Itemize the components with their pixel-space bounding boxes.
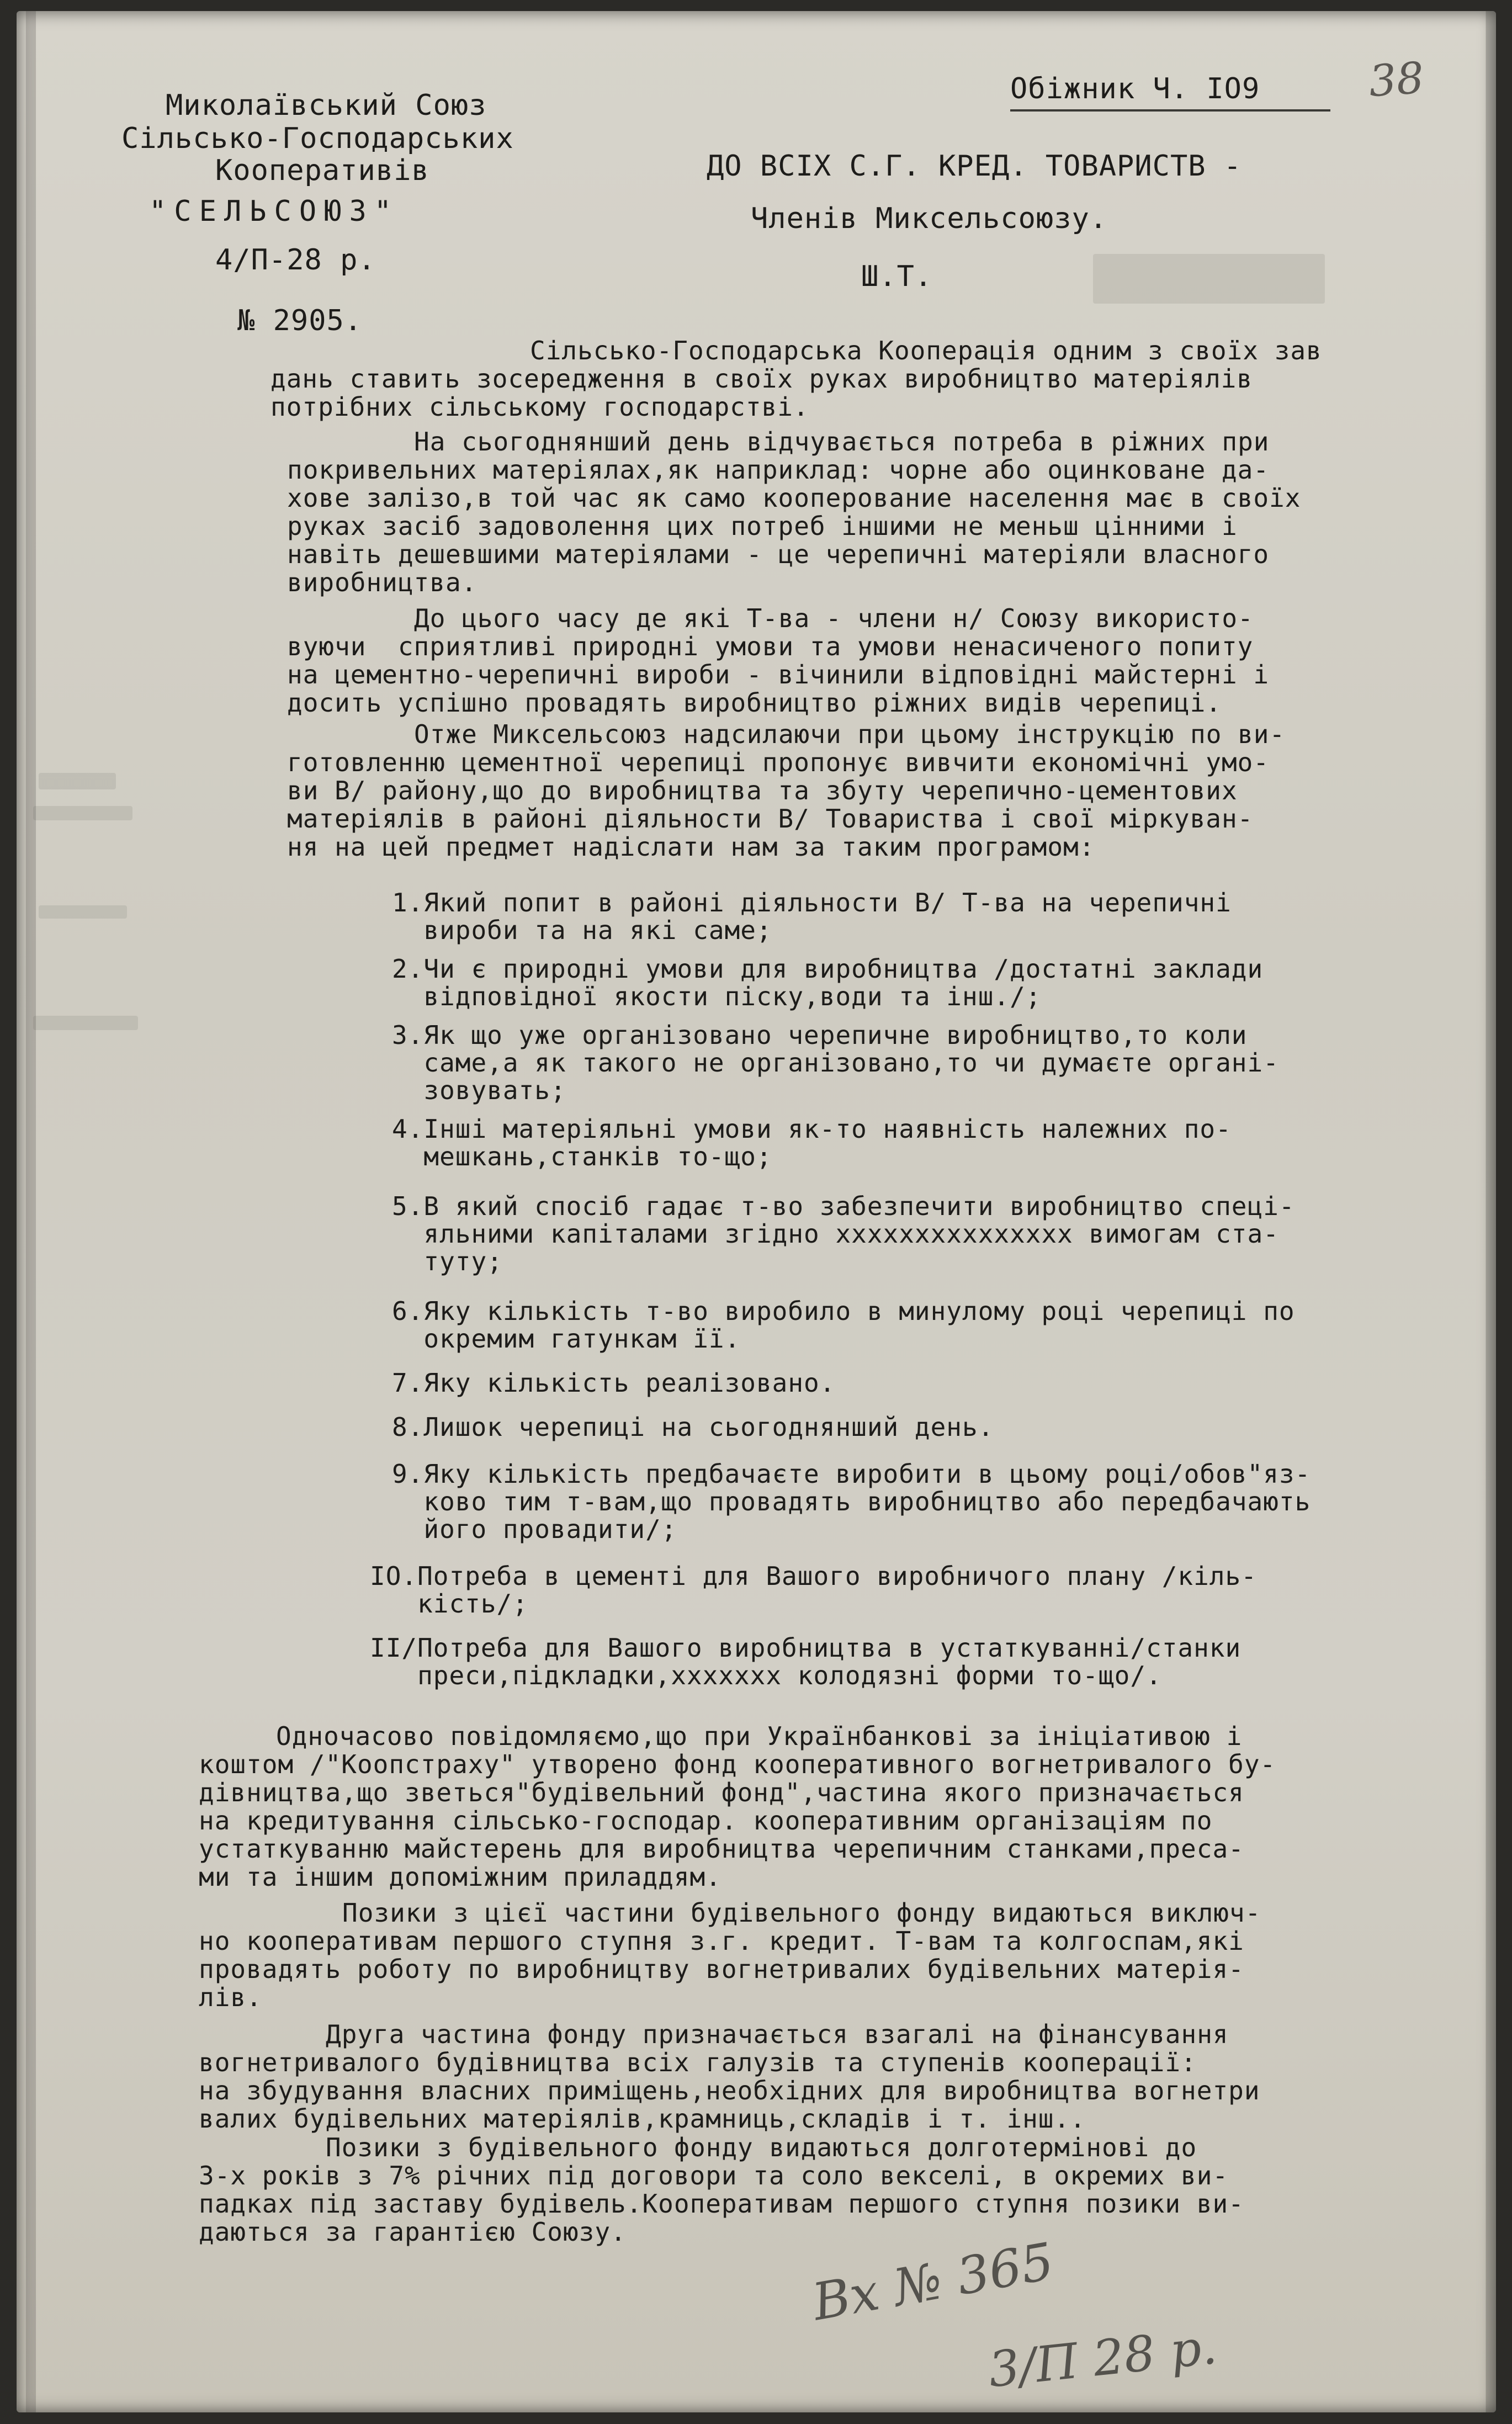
program-item-11-line-2: преси,підкладки,xxxxxxx колодязні форми то-що/. (370, 1661, 1162, 1690)
addressee-line-1: ДО ВСІХ С.Г. КРЕД. ТОВАРИСТВ - (707, 150, 1242, 183)
program-item-5-line-2: яльними капіталами згідно xxxxxxxxxxxxxxx вимогам ста- (392, 1219, 1279, 1249)
intro-paragraph-3-line-1: До цього часу де які Т-ва - члени н/ Союзу використо- (414, 603, 1254, 633)
sender-date: 4/П-28 р. (215, 243, 376, 277)
closing-paragraph-4-line-4: даються за гарантією Союзу. (199, 2217, 627, 2247)
program-item-8: 8.Лишок черепиці на сьогоднянший день. (392, 1412, 994, 1442)
program-item-10-line-2: кість/; (370, 1589, 528, 1619)
closing-paragraph-3-line-4: валих будівельних матеріялів,крамниць,складів і т. інш.. (199, 2104, 1086, 2134)
intro-paragraph-4-line-2: готовленню цементної черепиці пропонує вивчити економічні умо- (287, 747, 1270, 777)
closing-paragraph-4-line-3: падках під заставу будівель.Кооперативам першого ступня позики ви- (199, 2189, 1244, 2219)
page-number: 38 (1367, 53, 1426, 107)
program-item-6-line-2: окремим гатункам її. (392, 1324, 741, 1354)
entry-registration-date: 3/П 28 р. (985, 2317, 1219, 2399)
program-item-6-line-1: 6.Яку кількість т-во виробило в минулому році черепиці по (392, 1296, 1295, 1326)
closing-paragraph-4-line-1: Позики з будівельного фонду видаються долготермінові до (326, 2133, 1197, 2162)
closing-paragraph-1-line-2: коштом /"Коопстраху" утворено фонд кооперативного вогнетривалого бу- (199, 1749, 1276, 1779)
program-item-3-line-1: 3.Як що уже організовано черепичне виробництво,то коли (392, 1020, 1248, 1050)
program-item-9-line-3: його провадити/; (392, 1514, 677, 1544)
program-item-10-line-1: IO.Потреба в цементі для Вашого виробничого плану /кіль- (370, 1561, 1257, 1591)
sender-line-1: Миколаївський Союз (166, 89, 487, 122)
program-item-3-line-3: зовувать; (392, 1075, 566, 1105)
bleed-through-mark (33, 806, 132, 820)
entry-registration-number: Вх № 365 (808, 2231, 1058, 2332)
bleed-through-mark (33, 1016, 138, 1030)
intro-paragraph-1-line-1: Сільсько-Господарська Кооперація одним з своїх зав (530, 336, 1322, 365)
intro-paragraph-2-line-3: хове залізо,в той час як само кооперование населення має в своїх (287, 483, 1301, 513)
closing-paragraph-2-line-2: но кооперативам першого ступня з.г. кредит. Т-вам та колгоспам,які (199, 1926, 1244, 1956)
addressee-line-2: Членів Миксельсоюзу. (751, 202, 1108, 235)
intro-paragraph-3-line-4: досить успішно провадять виробництво ріжних видів черепиці. (287, 688, 1222, 718)
intro-paragraph-2-line-1: На сьогоднянший день відчувається потреба в ріжних при (414, 427, 1270, 457)
closing-paragraph-3-line-3: на збудування власних приміщень,необхідних для виробництва вогнетри (199, 2076, 1260, 2105)
closing-paragraph-3-line-1: Друга частина фонду призначається взагалі на фінансування (326, 2019, 1229, 2049)
program-item-2-line-1: 2.Чи є природні умови для виробництва /достатні заклади (392, 954, 1264, 984)
intro-paragraph-2-line-5: навіть дешевшими матеріялами - це черепичні матеріяли власного (287, 539, 1270, 569)
document-sheet (17, 11, 1496, 2412)
closing-paragraph-1-line-6: ми та іншим допоміжним приладдям. (199, 1862, 721, 1892)
closing-paragraph-3-line-2: вогнетривалого будівництва всіх галузів та ступенів кооперації: (199, 2048, 1197, 2077)
intro-paragraph-4-line-5: ня на цей предмет надіслати нам за таким програмом: (287, 832, 1095, 862)
intro-paragraph-2-line-4: руках засіб задоволення цих потреб іншими не меньш цінними і (287, 511, 1238, 541)
intro-paragraph-1-line-2: дань ставить зосередження в своїх руках виробництво матеріялів (270, 364, 1253, 394)
closing-paragraph-1-line-5: устаткуванню майстерень для виробництва черепичним станками,преса- (199, 1834, 1244, 1864)
closing-paragraph-1-line-4: на кредитування сільсько-господар. кооперативним організаціям по (199, 1806, 1213, 1836)
closing-paragraph-1-line-1: Одночасово повідомляємо,що при Українбанкові за ініціативою і (276, 1721, 1243, 1751)
closing-paragraph-1-line-3: дівництва,що зветься"будівельний фонд",частина якого призначається (199, 1778, 1244, 1807)
sender-line-3: Кооперативів (215, 154, 429, 187)
program-item-4-line-1: 4.Інші матеріяльні умови як-то наявність належних по- (392, 1114, 1232, 1144)
closing-paragraph-2-line-1: Позики з цієї частини будівельного фонду видаються виключ- (342, 1898, 1261, 1928)
outgoing-number: № 2905. (237, 304, 363, 337)
intro-paragraph-3-line-3: на цементно-черепичні вироби - вічинили відповідні майстерні і (287, 660, 1270, 689)
intro-paragraph-2-line-2: покривельних матеріялах,як наприклад: чорне або оцинковане да- (287, 455, 1270, 485)
bleed-through-mark (1093, 254, 1325, 304)
program-item-4-line-2: мешкань,станків то-що; (392, 1142, 772, 1171)
circular-underline (1010, 109, 1330, 112)
intro-paragraph-3-line-2: вуючи сприятливі природні умови та умови ненасиченого попиту (287, 632, 1254, 661)
closing-paragraph-2-line-4: лів. (199, 1982, 262, 2012)
salutation: Ш.Т. (861, 260, 933, 293)
program-item-1-line-2: вироби та на які саме; (392, 915, 772, 945)
program-item-7: 7.Яку кількість реалізовано. (392, 1368, 836, 1398)
intro-paragraph-2-line-6: виробництва. (287, 567, 478, 597)
closing-paragraph-2-line-3: провадять роботу по виробництву вогнетривалих будівельних матерія- (199, 1954, 1244, 1984)
bleed-through-mark (39, 773, 116, 789)
circular-number: Обіжник Ч. IO9 (1010, 72, 1260, 105)
sender-name: "СЕЛЬСОЮЗ" (149, 195, 400, 228)
intro-paragraph-4-line-3: ви В/ району,що до виробництва та збуту черепично-цементових (287, 776, 1238, 805)
program-item-1-line-1: 1.Який попит в районі діяльности В/ Т-ва на черепичні (392, 888, 1232, 917)
program-item-5-line-1: 5.В який спосіб гадає т-во забезпечити виробництво спеці- (392, 1191, 1295, 1221)
program-item-2-line-2: відповідної якости піску,води та інш./; (392, 982, 1042, 1011)
program-item-9-line-1: 9.Яку кількість предбачаєте виробити в цьому році/обов"яз- (392, 1459, 1311, 1489)
bleed-through-mark (39, 905, 127, 919)
sender-line-2: Сільсько-Господарських (121, 122, 514, 155)
intro-paragraph-4-line-1: Отже Миксельсоюз надсилаючи при цьому інструкцію по ви- (414, 719, 1286, 749)
closing-paragraph-4-line-2: 3-х років з 7% річних під договори та соло векселі, в окремих ви- (199, 2161, 1229, 2190)
intro-paragraph-1-line-3: потрібних сільському господарстві. (270, 392, 809, 422)
intro-paragraph-4-line-4: матеріялів в районі діяльности В/ Товариства і свої міркуван- (287, 804, 1254, 834)
program-item-9-line-2: ково тим т-вам,що провадять виробництво або передбачають (392, 1487, 1311, 1516)
program-item-3-line-2: саме,а як такого не організовано,то чи думаєте органі- (392, 1048, 1279, 1078)
program-item-5-line-3: туту; (392, 1247, 503, 1276)
program-item-11-line-1: II/Потреба для Вашого виробництва в устаткуванні/станки (370, 1633, 1242, 1663)
